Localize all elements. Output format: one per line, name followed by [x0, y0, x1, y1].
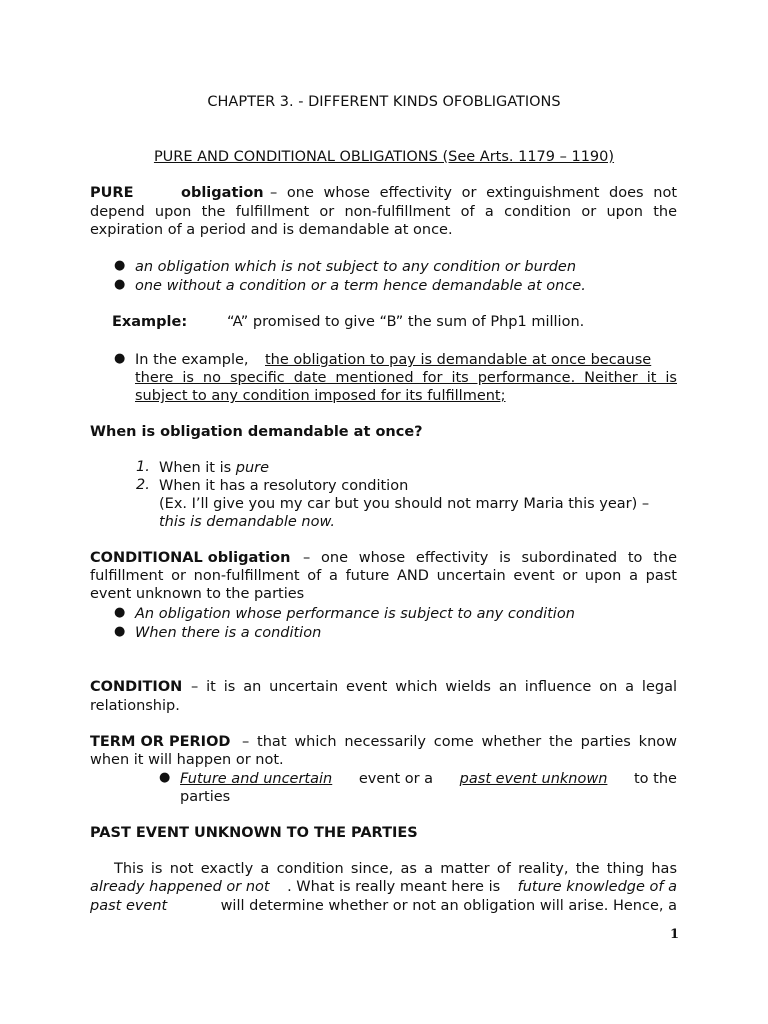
demandable-example-em: this is demandable now.	[159, 514, 336, 530]
example-text: “A” promised to give “B” the sum of Php1 million.	[227, 314, 585, 330]
section-title-text: PURE AND CONDITIONAL OBLIGATIONS (See Arts. 1179 – 1190)	[153, 149, 615, 165]
pure-term-obligation: obligation	[181, 185, 264, 201]
pure-bullet-1: an obligation which is not subject to any condition or burden	[135, 259, 577, 275]
term-period-bullet	[180, 770, 677, 788]
conditional-term: CONDITIONAL obligation	[90, 550, 291, 566]
past-event-line3	[90, 897, 677, 915]
page-number: 1	[670, 927, 680, 942]
bullet-icon: ●	[114, 277, 126, 292]
conditional-line2: fulfillment or non-fulfillment of a future AND uncertain event or upon a past	[90, 568, 677, 584]
conditional-line1: – one whose effectivity is subordinated to the	[303, 550, 677, 566]
note-line3: subject to any condition imposed for its fulfillment;	[135, 388, 506, 404]
conditional-bullet-2: When there is a condition	[135, 625, 322, 641]
term-period-bullet-end: to the	[634, 771, 677, 787]
pure-term: PURE	[90, 185, 134, 201]
demandable-item-2: When it has a resolutory condition	[159, 478, 409, 494]
term-period-bullet-mid: event or a	[358, 771, 434, 787]
term-period-bullet-line2: parties	[180, 789, 231, 805]
term-period-line2: when it will happen or not.	[90, 752, 284, 768]
demandable-example: (Ex. I’ll give you my car but you should not marry Maria this year) –	[159, 496, 650, 512]
past-event-heading: PAST EVENT UNKNOWN TO THE PARTIES	[90, 825, 418, 841]
chapter-title: CHAPTER 3. - DIFFERENT KINDS OFOBLIGATIONS	[207, 94, 561, 110]
demandable-item-1-text: When it is	[159, 460, 232, 476]
list-number: 1.	[136, 459, 150, 475]
pure-definition-line2: depend upon the fulfillment or non-fulfillment of a condition or upon the	[90, 204, 677, 220]
past-event-line2-em2: future knowledge of a	[517, 879, 677, 895]
condition-term: CONDITION	[90, 679, 183, 695]
past-event-line2-em: already happened or not	[90, 879, 270, 895]
section-title	[0, 148, 768, 166]
term-period-line1: – that which necessarily come whether the parties know	[242, 734, 677, 750]
past-event-line1: This is not exactly a condition since, as a matter of reality, the thing has	[114, 861, 677, 877]
term-period-term: TERM OR PERIOD	[90, 734, 231, 750]
condition-line2: relationship.	[90, 698, 180, 714]
note-line1: the obligation to pay is demandable at once because	[265, 352, 652, 368]
pure-definition-line3: expiration of a period and is demandable at once.	[90, 222, 453, 238]
bullet-icon: ●	[114, 258, 126, 273]
demandable-heading: When is obligation demandable at once?	[90, 424, 423, 440]
term-period-bullet-u2: past event unknown	[459, 771, 608, 787]
note-line2: there is no specific date mentioned for its performance. Neither it is	[135, 370, 677, 386]
bullet-icon: ●	[159, 770, 171, 785]
conditional-bullet-1: An obligation whose performance is subject to any condition	[135, 606, 575, 622]
past-event-line3-rest: will determine whether or not an obligation will arise. Hence, a	[220, 898, 677, 914]
condition-line1: – it is an uncertain event which wields an influence on a legal	[191, 679, 677, 695]
past-event-line3-em: past event	[90, 898, 168, 914]
past-event-line2	[90, 878, 677, 896]
list-number: 2.	[136, 477, 150, 493]
note-prefix: In the example,	[135, 352, 249, 368]
bullet-icon: ●	[114, 605, 126, 620]
demandable-item-1-em: pure	[235, 460, 270, 476]
bullet-icon: ●	[114, 351, 126, 366]
bullet-icon: ●	[114, 624, 126, 639]
term-period-bullet-u1: Future and uncertain	[180, 771, 333, 787]
example-label: Example:	[112, 314, 188, 330]
pure-definition-line1: – one whose effectivity or extinguishment does not	[270, 185, 677, 201]
conditional-line3: event unknown to the parties	[90, 586, 305, 602]
past-event-line2-rest: . What is really meant here is	[287, 879, 501, 895]
demandable-item-1	[159, 459, 269, 477]
pure-bullet-2: one without a condition or a term hence demandable at once.	[135, 278, 586, 294]
